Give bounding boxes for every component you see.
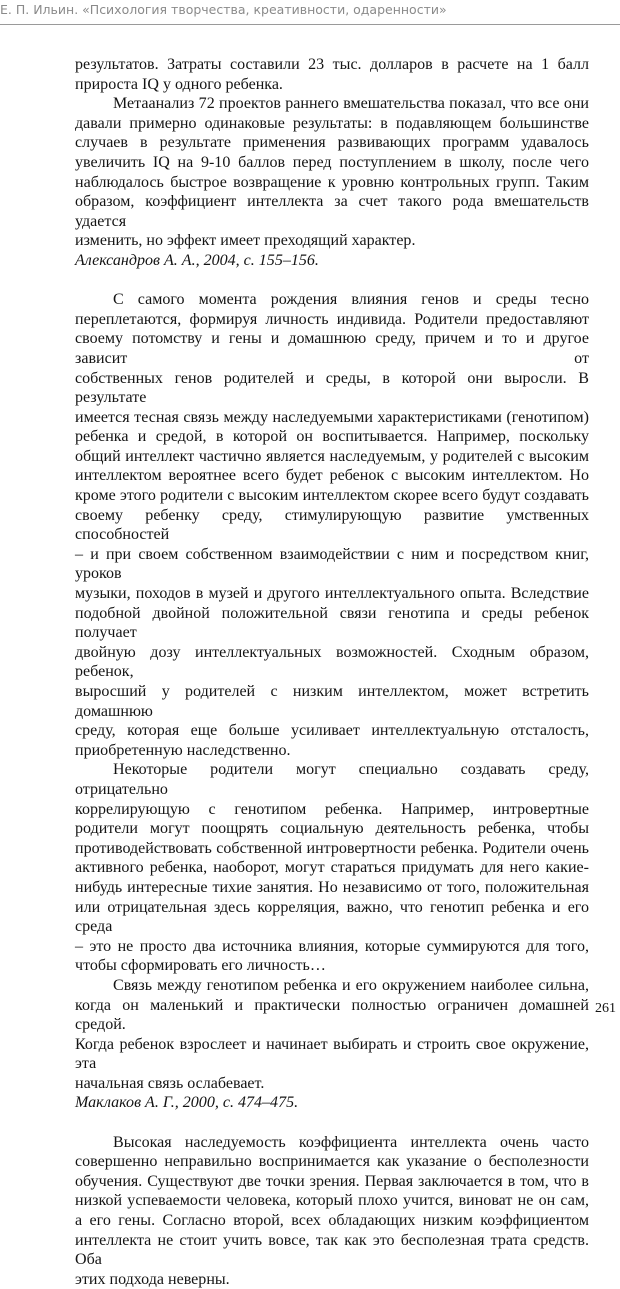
paragraph-3-line-11: – и при своем собственном взаимодействии с ним и посредством книг, уроков [75,545,589,583]
paragraph-3-line-14: двойную дозу интеллектуальных возможностей. Сходным образом, ребенок, [75,643,589,681]
header-rule [0,24,620,25]
paragraph-4-line-9: чтобы сформировать его личность… [75,957,326,975]
paragraph-3-line-10: своему ребенку среду, стимулирующую развитие умственных способностей [75,506,589,544]
paragraph-6-line-5: а его гены. Согласно второй, всех обладающих низким коэффициентом [75,1212,589,1230]
page-number: 261 [595,1001,616,1016]
paragraph-3-line-2: переплетаются, формируя личность индивида. Родители предоставляют [75,310,589,328]
paragraph-3-line-12: музыки, походов в музей и другого интеллектуального опыта. Вследствие [75,585,589,603]
paragraph-4-line-1: Некоторые родители могут специально создавать среду, отрицательно [75,761,589,798]
paragraph-3-line-17: приобретенную наследственно. [75,741,291,759]
paragraph-6-line-1: Высокая наследуемость коэффициента интеллекта очень часто [113,1133,589,1151]
section-gap-2 [75,1113,589,1133]
paragraph-2-line-5: наблюдалось быстрое возвращение к уровню контрольных групп. Таким [75,173,589,191]
paragraph-4-line-6: нибудь интересные тихие занятия. Но независимо от того, положительная [75,878,589,896]
paragraph-4-line-8: – это не просто два источника влияния, которые суммируются для того, [75,937,589,955]
paragraph-4-line-5: активного ребенка, наоборот, могут стараться придумать для него какие- [75,859,589,877]
paragraph-2-line-6: образом, коэффициент интеллекта за счет такого рода вмешательств удается [75,193,589,230]
paragraph-1-line-1: результатов. Затраты составили 23 тыс. долларов в расчете на 1 балл [75,56,589,73]
paragraph-3-line-15: выросший у родителей с низким интеллектом, может встретить домашнюю [75,683,589,720]
section-gap-1 [75,271,589,291]
citation-2: Маклаков А. Г., 2000, с. 474–475. [75,1094,299,1112]
paragraph-3-line-8: интеллектом вероятнее всего будет ребенок с высоким интеллектом. Но [75,467,589,485]
paragraph-3-line-6: ребенка и средой, в которой он воспитывается. Например, поскольку [75,428,589,446]
paragraph-3-line-5: имеется тесная связь между наследуемыми характеристиками (генотипом) [75,408,589,426]
paragraph-3-line-16: среду, которая еще больше усиливает интеллектуальную отсталость, [75,722,589,740]
paragraph-6-line-4: низкой успеваемости человека, который плохо учится, виноват не он сам, [75,1192,589,1210]
paragraph-6-line-2: совершенно неправильно воспринимается как указание о бесполезности [75,1153,589,1171]
paragraph-5-line-1: Связь между генотипом ребенка и его окружением наиболее сильна, [113,976,589,994]
paragraph-4-line-7: или отрицательная здесь корреляция, важно, что генотип ребенка и его среда [75,898,589,936]
paragraph-6-line-7: этих подхода неверны. [75,1270,230,1288]
paragraph-6-line-3: обучения. Существуют две точки зрения. Первая заключается в том, что в [75,1172,589,1190]
paragraph-2-line-3: случаев в результате применения развивающих программ удавалось [75,134,589,152]
paragraph-2-line-4: увеличить IQ на 9-10 баллов перед поступлением в школу, после чего [75,153,589,171]
paragraph-6-line-6: интеллекта не стоит учить вовсе, так как это бесполезная трата средств. Оба [75,1231,589,1269]
paragraph-5-line-4: начальная связь ослабевает. [75,1074,265,1092]
paragraph-3-line-4: собственных генов родителей и среды, в которой они выросли. В результате [75,369,589,407]
paragraph-2-line-1: Метаанализ 72 проектов раннего вмешательства показал, что все они [113,95,589,113]
paragraph-3-line-1: С самого момента рождения влияния генов и среды тесно [113,291,589,309]
paragraph-5-line-2: когда он маленький и практически полностью ограничен домашней средой. [75,996,589,1034]
running-header: Е. П. Ильин. «Психология творчества, креативности, одаренности» [0,2,447,17]
paragraph-4-line-3: родители могут поощрять социальную деятельность ребенка, чтобы [75,820,589,838]
paragraph-1-line-2: прироста IQ у одного ребенка. [75,75,283,93]
paragraph-3-line-9: кроме этого родители с высоким интеллектом скорее всего будут создавать [75,487,589,505]
paragraph-5-line-3: Когда ребенок взрослеет и начинает выбирать и строить свое окружение, эта [75,1035,589,1073]
paragraph-4-line-2: коррелирующую с генотипом ребенка. Например, интровертные [75,800,589,818]
citation-1: Александров А. А., 2004, с. 155–156. [75,251,319,269]
paragraph-2-line-2: давали примерно одинаковые результаты: в подавляющем большинстве [75,114,589,132]
paragraph-3-line-3: своему потомству и гены и домашнюю среду, причем и то и другое зависит от [75,330,589,367]
paragraph-3-line-13: подобной двойной положительной связи генотипа и среды ребенок получает [75,604,589,642]
paragraph-2-line-7: изменить, но эффект имеет преходящий характер. [75,232,416,250]
paragraph-4-line-4: противодействовать собственной интровертности ребенка. Родители очень [75,839,589,857]
paragraph-3-line-7: общий интеллект частично является наследуемым, у родителей с высоким [75,447,589,465]
body-text [75,55,589,1289]
